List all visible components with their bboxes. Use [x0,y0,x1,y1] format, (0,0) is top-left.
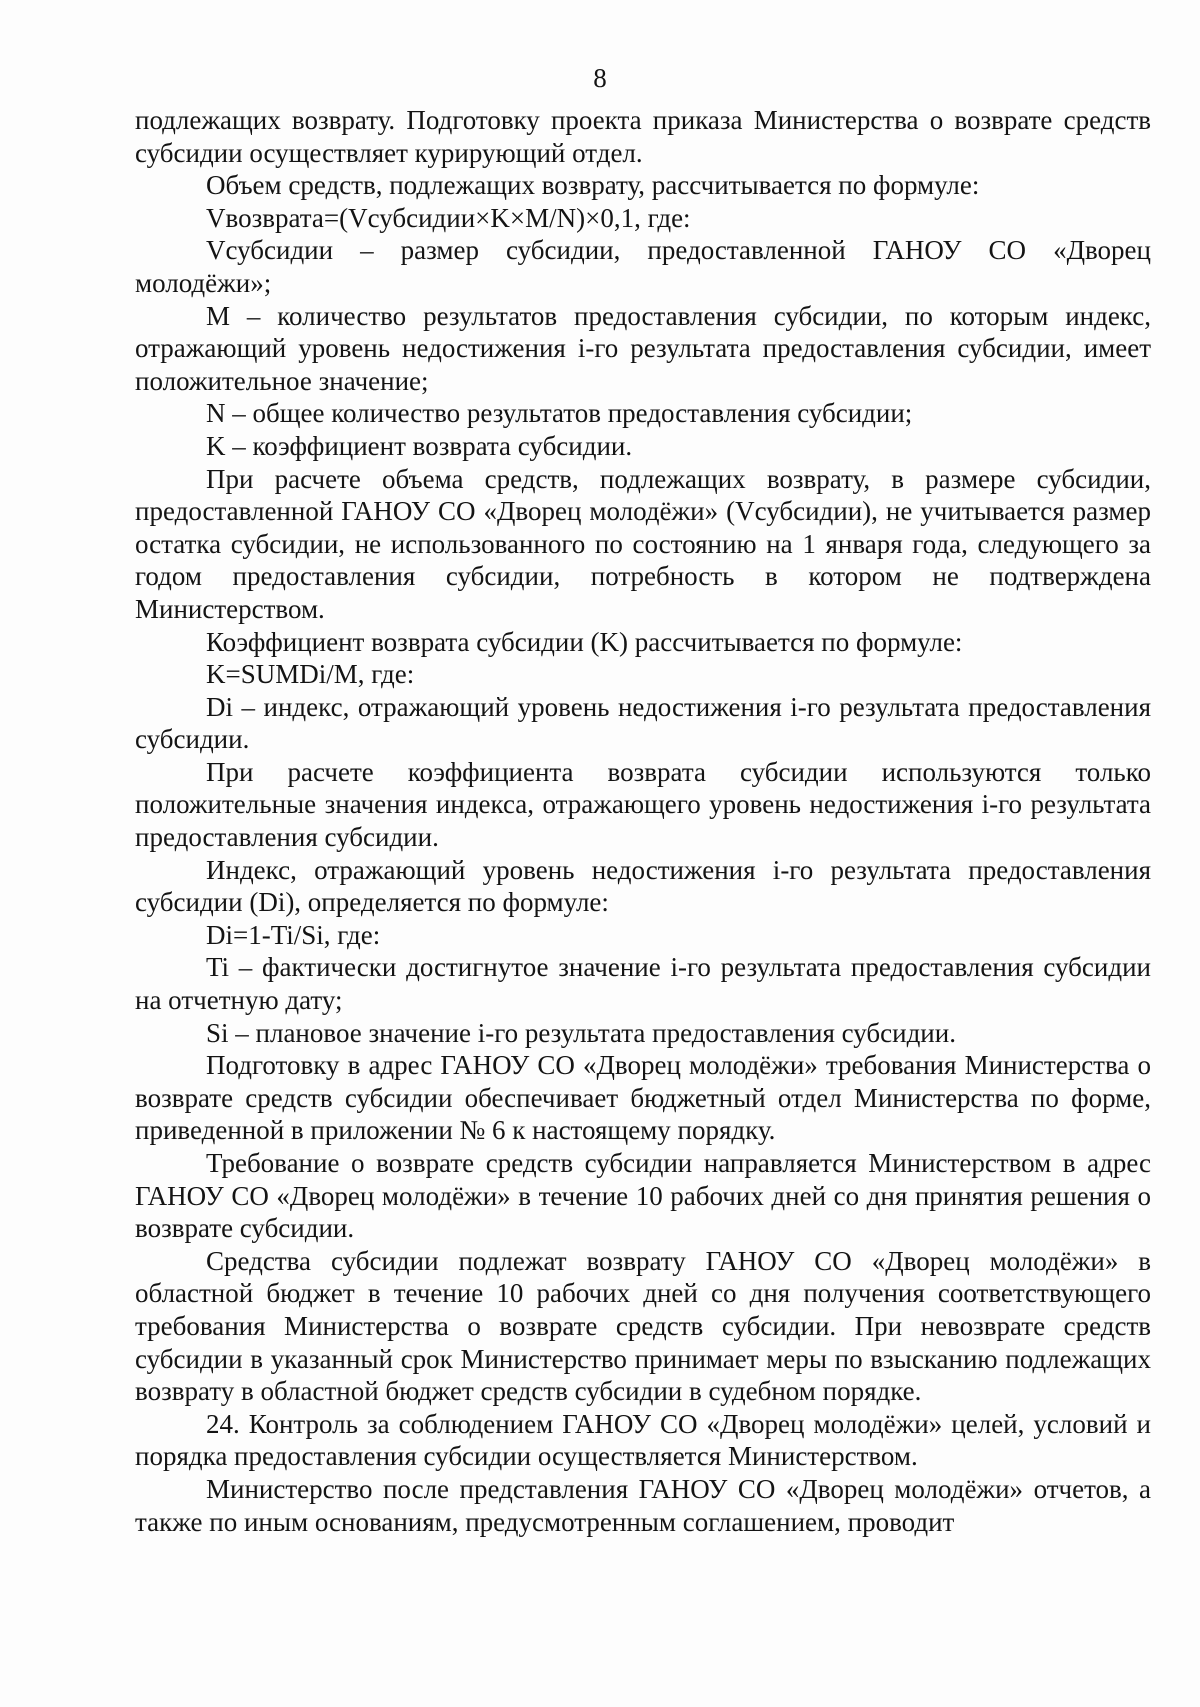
formula-line: Vвозврата=(Vсубсидии×K×M/N)×0,1, где: [206,202,691,233]
paragraph: N – общее количество результатов предоставления субсидии; [206,398,913,429]
page-number: 8 [593,63,607,93]
paragraph: K – коэффициент возврата субсидии. [206,430,633,461]
document-body [135,104,1151,1538]
paragraph: Средства субсидии подлежат возврату ГАНОУ СО «Дворец молодёжи» в областной бюджет в течение 10 рабочих дней со дня получения соответствующего требования Министерства о возврате средств субсидии. При невозврате средств субсидии в указанный срок Министерство принимает меры по взысканию подлежащих возврату в областной бюджет средств субсидии в судебном порядке. [135,1245,1151,1407]
paragraph: подлежащих возврату. Подготовку проекта приказа Министерства о возврате средств субсидии осуществляет курирующий отдел. [135,105,1151,168]
paragraph: Министерство после представления ГАНОУ СО «Дворец молодёжи» отчетов, а также по иным основаниям, предусмотренным соглашением, проводит [135,1473,1151,1537]
paragraph: Требование о возврате средств субсидии направляется Министерством в адрес ГАНОУ СО «Дворец молодёжи» в течение 10 рабочих дней со дня принятия решения о возврате субсидии. [135,1148,1151,1244]
paragraph: Коэффициент возврата субсидии (K) рассчитывается по формуле: [206,626,963,657]
paragraph: При расчете коэффициента возврата субсидии используются только положительные значения индекса, отражающего уровень недостижения i-го результата предоставления субсидии. [135,756,1151,853]
paragraph: Объем средств, подлежащих возврату, рассчитывается по формуле: [206,170,980,201]
paragraph: Si – плановое значение i-го результата предоставления субсидии. [206,1017,956,1048]
paragraph: Vсубсидии – размер субсидии, предоставленной ГАНОУ СО «Дворец молодёжи»; [135,235,1151,298]
formula-line: K=SUMDi/M, где: [206,659,415,690]
paragraph: При расчете объема средств, подлежащих возврату, в размере субсидии, предоставленной ГАНОУ СО «Дворец молодёжи» (Vсубсидии), не учитывается размер остатка субсидии, не использованного по состоянию на 1 января года, следующего за годом предоставления субсидии, потребность в котором не подтверждена Министерством. [135,463,1151,624]
paragraph: M – количество результатов предоставления субсидии, по которым индекс, отражающий уровень недостижения i-го результата предоставления субсидии, имеет положительное значение; [135,300,1151,396]
formula-line: Di=1-Ti/Si, где: [206,919,381,950]
paragraph: Ti – фактически достигнутое значение i-го результата предоставления субсидии на отчетную дату; [135,952,1151,1016]
paragraph: Индекс, отражающий уровень недостижения i-го результата предоставления субсидии (Di), определяется по формуле: [135,854,1151,918]
paragraph: 24. Контроль за соблюдением ГАНОУ СО «Дворец молодёжи» целей, условий и порядка предоставления субсидии осуществляется Министерством. [135,1408,1151,1472]
paragraph: Di – индекс, отражающий уровень недостижения i-го результата предоставления субсидии. [135,691,1151,755]
paragraph: Подготовку в адрес ГАНОУ СО «Дворец молодёжи» требования Министерства о возврате средств субсидии обеспечивает бюджетный отдел Министерства по форме, приведенной в приложении № 6 к настоящему порядку. [135,1050,1151,1146]
